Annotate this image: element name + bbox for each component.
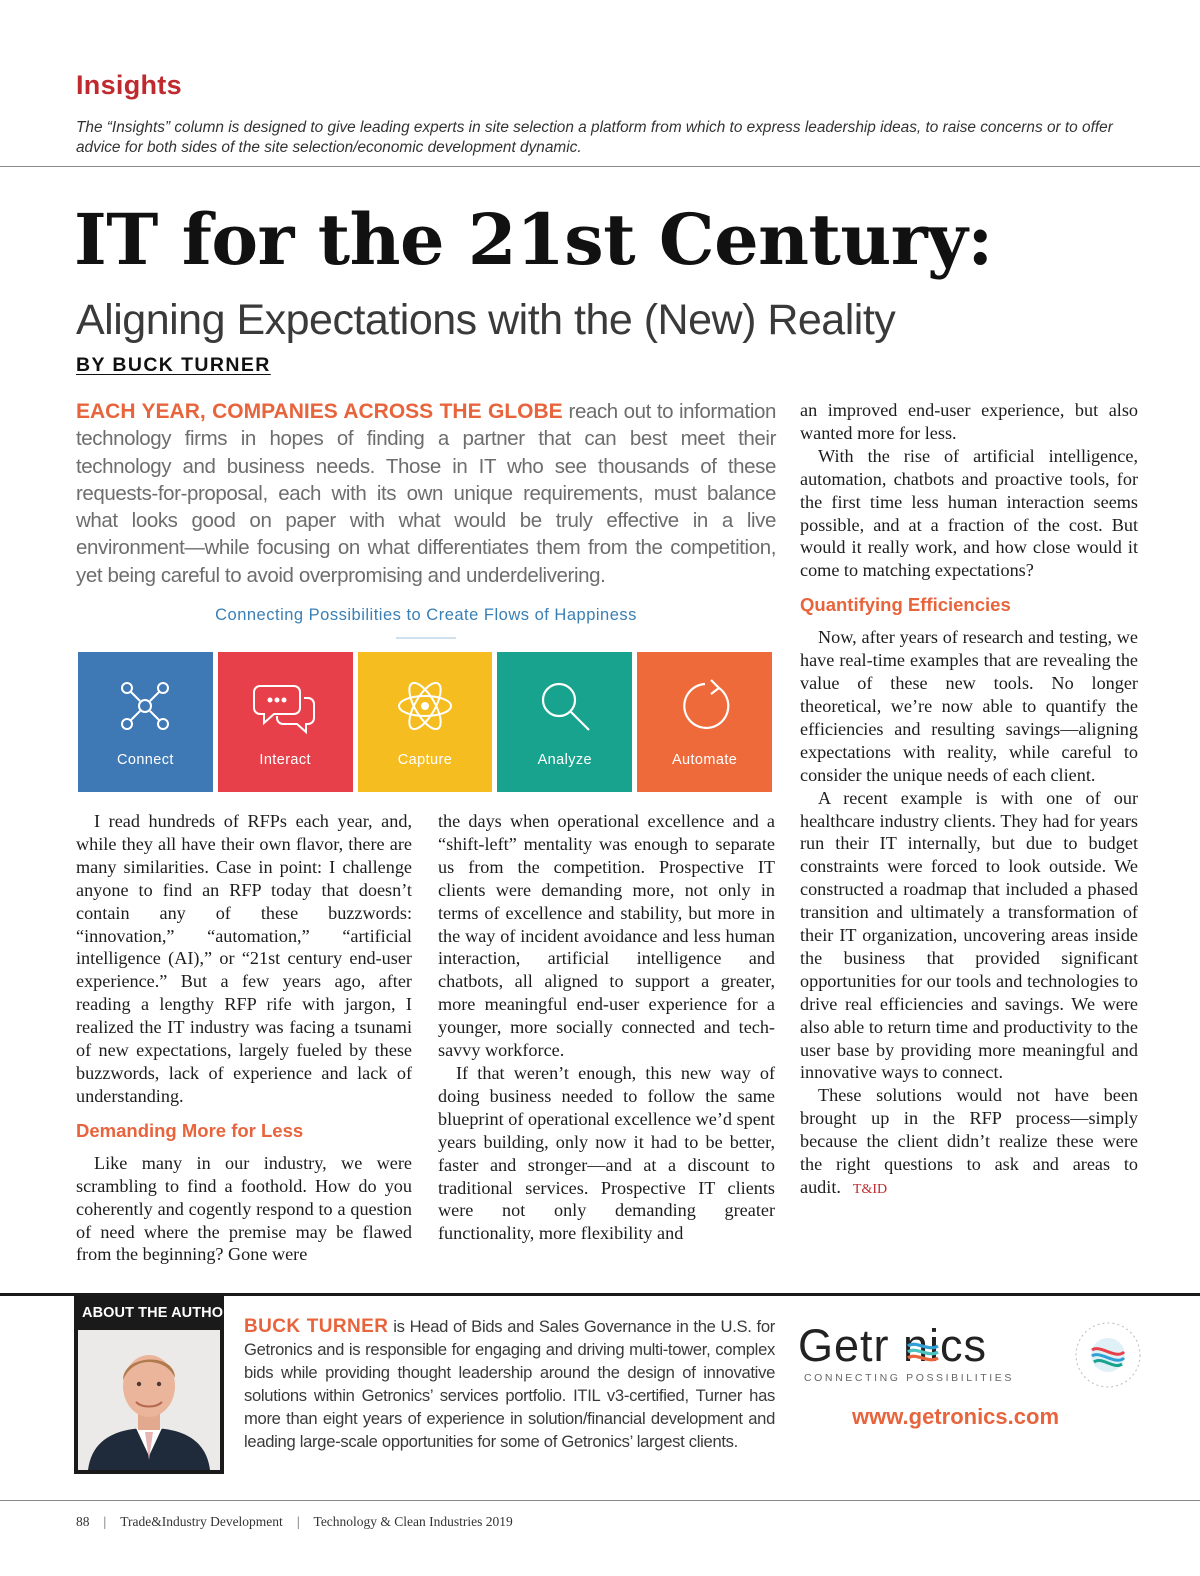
article-subtitle: Aligning Expectations with the (New) Reality (76, 296, 896, 344)
getronics-wordmark: Getr nics (798, 1320, 988, 1371)
issue-name: Technology & Clean Industries 2019 (313, 1514, 513, 1529)
tile-label-analyze: Analyze (537, 752, 592, 768)
header-divider (0, 166, 1200, 167)
body-paragraph: I read hundreds of RFPs each year, and, while they all have their own flavor, there are many similarities. Case in point: I challenge anyone to find an RFP today that doesn’t contain any of these buzzwords: “innovation,” “automation,” “artificial intelligence (AI),” or “21st century end-user experience.” But a few years ago, after reading a lengthy RFP rife with jargon, I realized the IT industry was facing a tsunami of new expectations, largely fueled by these buzzwords, lack of experience and lack of understanding. (76, 811, 412, 1106)
tile-label-capture: Capture (397, 752, 453, 768)
intro-text: reach out to information technology firms in hopes of finding a partner that can best meet their technology and business needs. Those in IT who see thousands of these requests-for-proposal, each with its own unique requirements, must balance what looks good on paper with what would be truly effective in a live environment—while focusing on what differentiates them from the competition, yet being careful to avoid overpromising and underdelivering. (76, 400, 776, 587)
capability-tiles (78, 652, 772, 792)
article-column-1 (76, 810, 412, 1266)
footer-separator: | (296, 1514, 300, 1529)
atom-icon (395, 676, 455, 736)
magnifier-icon (535, 676, 595, 736)
end-mark: T&ID (852, 1182, 888, 1197)
byline: BY BUCK TURNER (76, 354, 271, 376)
article-title: IT for the 21st Century: (74, 198, 993, 281)
graphic-title: Connecting Possibilities to Create Flows of Happiness (215, 606, 637, 624)
tile-analyze (497, 652, 632, 792)
intro-lead: EACH YEAR, COMPANIES ACROSS THE GLOBE (76, 400, 563, 423)
article-column-2 (438, 810, 775, 1245)
cycle-arrow-icon (675, 676, 735, 736)
author-name: BUCK TURNER (244, 1316, 389, 1337)
footer-divider (0, 1500, 1200, 1501)
body-paragraph: an improved end-user experience, but also wanted more for less. (800, 400, 1138, 443)
body-paragraph: the days when operational excellence and a “shift-left” mentality was enough to separate us from the competition. Prospective IT clients were demanding more, not only in terms of excellence and stability, but more in the way of incident avoidance and less human interaction, artificial intelligence and chatbots, all aligned to support a greater, more meaningful end-user experience for a younger, more socially connected and tech-savvy workforce. (438, 811, 775, 1061)
tile-connect (78, 652, 213, 792)
tile-capture (358, 652, 493, 792)
author-bio-text: is Head of Bids and Sales Governance in the U.S. for Getronics and is responsible for engaging and driving multi-tower, complex bids while providing thought leadership around the design of innovative solutions within Getronics’ services portfolio. ITIL v3-certified, Turner has more than eight years of experience in solution/financial development and leading large-scale opportunities for some of Getronics’ largest clients. (244, 1317, 775, 1451)
global-workspace-alliance-logo (1068, 1320, 1148, 1390)
publication-name: Trade&Industry Development (120, 1514, 283, 1529)
page-footer (76, 1514, 513, 1530)
tile-automate (637, 652, 772, 792)
author-bio (244, 1316, 775, 1453)
body-paragraph: Now, after years of research and testing, we have real-time examples that are revealing the value of these new tools. No longer theoretical, we’re now able to quantify the efficiencies and resulting savings—aligning expectations with reality, while careful to consider the unique needs of each client. (800, 627, 1138, 785)
final-paragraph-text: These solutions would not have been brought up in the RFP process—simply because the client didn’t realize these were the right questions to ask and areas to audit. (800, 1085, 1138, 1197)
subhead-demanding-more: Demanding More for Less (76, 1119, 304, 1141)
author-photo (78, 1330, 220, 1470)
footer-separator: | (103, 1514, 107, 1529)
globe-badge-icon (1068, 1320, 1148, 1390)
chat-bubbles-icon (252, 676, 318, 736)
getronics-url[interactable]: www.getronics.com (852, 1404, 1060, 1429)
page-number: 88 (76, 1514, 90, 1529)
getronics-tagline: CONNECTING POSSIBILITIES (803, 1372, 1014, 1384)
body-paragraph: If that weren’t enough, this new way of doing business needed to follow the same blueprint of operational excellence we’d spent years building, only now it had to be better, faster and stronger—and at a discount to traditional services. Prospective IT clients were not only demanding greater functionality, more flexibility and (438, 1062, 775, 1244)
tile-label-interact: Interact (259, 752, 311, 768)
tile-label-connect: Connect (116, 752, 174, 768)
tile-label-automate: Automate (671, 752, 738, 768)
intro-paragraph (76, 398, 776, 589)
body-paragraph: Like many in our industry, we were scrambling to find a foothold. How do you coherently and cogently respond to a question of need where the premise may be flawed from the beginning? Gone were (76, 1152, 412, 1265)
section-name: Insights (76, 70, 182, 100)
article-column-3 (800, 399, 1138, 1202)
body-paragraph: With the rise of artificial intelligence, automation, chatbots and proactive tools, for the first time less human interaction seems possible, and at a fraction of the cost. But would it really work, and how close would it come to matching expectations? (800, 445, 1138, 581)
about-author-label: ABOUT THE AUTHOR (82, 1305, 234, 1321)
getronics-logo (798, 1320, 1018, 1390)
subhead-quantifying-efficiencies: Quantifying Efficiencies (800, 594, 1011, 616)
body-paragraph: A recent example is with one of our healthcare industry clients. They had for years run their IT internally, but due to budget constraints were forced to look outside. We constructed a roadmap that included a phased transition and ultimately a transformation of their IT organization, uncovering areas inside the business that provided significant opportunities for our tools and technologies to drive real efficiencies and savings. We were also able to return time and productivity to the user base by providing more meaningful and innovative ways to connect. (800, 787, 1138, 1083)
graphic-divider (396, 637, 456, 639)
body-paragraph-final (800, 1084, 1138, 1202)
section-description: The “Insights” column is designed to give leading experts in site selection a platform from which to express leadership ideas, to raise concerns or to offer advice for both sides of the site selection/economic development dynamic. (76, 119, 1113, 156)
network-nodes-icon (115, 676, 175, 736)
author-portrait-icon (78, 1330, 220, 1470)
wave-o-icon (906, 1338, 940, 1364)
tile-interact (218, 652, 353, 792)
